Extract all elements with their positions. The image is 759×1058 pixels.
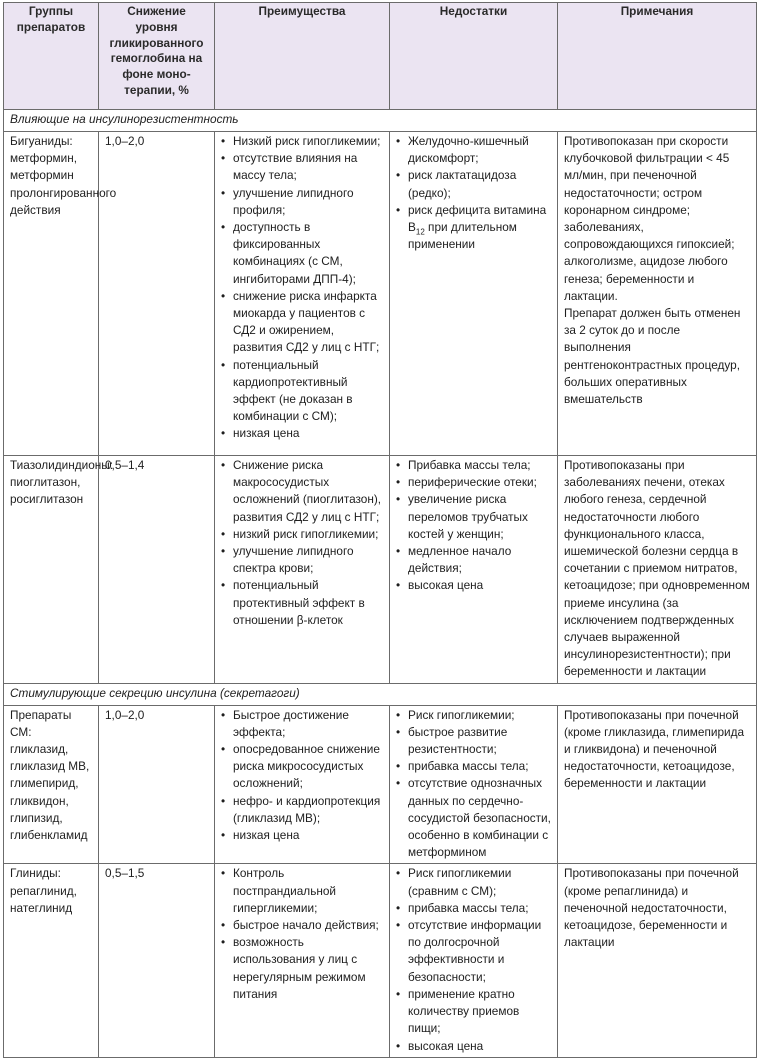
list-item: • возможность использования у лиц с нерегулярным режимом питания [221,934,383,1003]
list-item: • применение кратно количеству приемов пищи; [396,986,551,1038]
list-item [396,202,551,254]
notes-cell [558,132,757,456]
notes-cell [558,705,757,864]
list-item: • отсутствие информации по долгосрочной эффективности и безопасности; [396,917,551,986]
notes-cell [558,456,757,684]
table-header-row [4,3,757,110]
list-item: • низкая цена [221,827,383,844]
hba1c-value: 0,5–1,5 [99,864,215,1057]
header-notes: Примечания [558,3,757,110]
list-item: • опосредованное снижение риска микрососудистых осложнений; [221,741,383,793]
group-title-secretagogues: Стимулирующие секрецию инсулина (секретагоги) [4,683,757,705]
drug-group-name: Тиазолидиндионы: пиоглитазон, росиглитазон [4,456,99,684]
note-paragraph: Противопоказан при скорости клубочковой фильтрации < 45 мл/мин, при печеночной недостаточности; остром коронарном синдроме; заболеваниях, сопровождающихся гипоксией; алкоголизме, ацидозе любого генеза; беременности и лактации. [564,134,735,303]
table-row-glinides [4,864,757,1057]
table-row-biguanides [4,132,757,456]
list-item: • прибавка массы тела; [396,900,551,917]
list-item: • потенциальный протективный эффект в отношении β-клеток [221,577,383,629]
table-row-thiazolidinediones [4,456,757,684]
advantages-cell [215,132,390,456]
list-item: • высокая цена [396,577,551,594]
list-item: • Быстрое достижение эффекта; [221,707,383,741]
hba1c-value: 1,0–2,0 [99,705,215,864]
drug-group-name: Препараты СМ: гликлазид, гликлазид МВ, глимепирид, гликвидон, глипизид, глибенкламид [4,705,99,864]
list-item: • Желудочно-кишечный дискомфорт; [396,133,551,167]
list-item: • прибавка массы тела; [396,758,551,775]
list-item: • быстрое развитие резистентности; [396,724,551,758]
disadvantages-cell [390,705,558,864]
advantages-cell [215,456,390,684]
table-row-sulfonylureas [4,705,757,864]
advantages-cell [215,705,390,864]
group-title-insulin-resistance: Влияющие на инсулинорезистентность [4,110,757,132]
list-item: • медленное начало действия; [396,543,551,577]
list-item: • снижение риска инфаркта миокарда у пациентов с СД2 и ожирением, развития СД2 у лиц с НТГ; [221,288,383,357]
disadvantages-cell [390,864,558,1057]
group-row [4,110,757,132]
list-item: • Низкий риск гипогликемии; [221,133,383,150]
list-item: • Контроль постпрандиальной гипергликемии; [221,865,383,917]
list-item: • низкая цена [221,425,383,442]
b12-subscript: 12 [415,227,425,237]
group-row [4,683,757,705]
list-item: • потенциальный кардиопротективный эффект (не доказан в комбинации с СМ); [221,357,383,426]
note-paragraph: Противопоказаны при заболеваниях печени, отеках любого генеза, сердечной недостаточности любого функционального класса, ишемической болезни сердца в сочетании с приемом нитратов, кетоацидозе; при одновременном приеме инсулина (за исключением подтвержденных случаев выраженной инсулинорезистентности); при беременности и лактации [564,458,750,679]
list-item: • улучшение липидного профиля; [221,185,383,219]
list-item: • Снижение риска макрососудистых осложнений (пиоглитазон), развития СД2 у лиц с НТГ; [221,457,383,526]
list-item: • Риск гипогликемии; [396,707,551,724]
list-item: • периферические отеки; [396,474,551,491]
list-item: • быстрое начало действия; [221,917,383,934]
advantages-cell [215,864,390,1057]
b12-text-pre: риск дефицита витамина B [408,202,547,235]
disadvantages-cell [390,456,558,684]
drug-group-name: Глиниды: репаглинид, натеглинид [4,864,99,1057]
drug-group-name: Бигуаниды: метформин, метформин пролонгированного действия [4,132,99,456]
hba1c-value: 1,0–2,0 [99,132,215,456]
list-item: • высокая цена [396,1038,551,1055]
header-disadvantages: Недостатки [390,3,558,110]
hba1c-value: 0,5–1,4 [99,456,215,684]
list-item: • риск лактатацидоза (редко); [396,167,551,201]
disadvantages-cell [390,132,558,456]
list-item: • увеличение риска переломов трубчатых костей у женщин; [396,491,551,543]
header-drug-groups: Группы препаратов [4,3,99,110]
header-hba1c-reduction: Снижение уровня гликированного гемоглобина на фоне моно-терапии, % [99,3,215,110]
list-item: • низкий риск гипогликемии; [221,526,383,543]
list-item: • Риск гипогликемии (сравним с СМ); [396,865,551,899]
list-item: • Прибавка массы тела; [396,457,551,474]
notes-cell [558,864,757,1057]
drug-comparison-table [3,2,757,1058]
header-advantages: Преимущества [215,3,390,110]
list-item: • нефро- и кардиопротекция (гликлазид МВ); [221,793,383,827]
list-item: • отсутствие влияния на массу тела; [221,150,383,184]
list-item: • улучшение липидного спектра крови; [221,543,383,577]
note-paragraph: Препарат должен быть отменен за 2 суток до и после выполнения рентгеноконтрастных процедур, больших оперативных вмешательств [564,306,741,407]
note-paragraph: Противопоказаны при почечной (кроме гликлазида, глимепирида и гликвидона) и печеночной недостаточности, кетоацидозе, беременности и лактации [564,707,745,791]
list-item: • отсутствие однозначных данных по сердечно-сосудистой безопасности, особенно в комбинации с метформином [396,775,551,861]
note-paragraph: Противопоказаны при почечной (кроме репаглинида) и печеночной недостаточности, кетоацидозе, беременности и лактации [564,866,739,950]
list-item: • доступность в фиксированных комбинациях (с СМ, ингибиторами ДПП-4); [221,219,383,288]
b12-text-post: при длительном применении [408,220,517,252]
